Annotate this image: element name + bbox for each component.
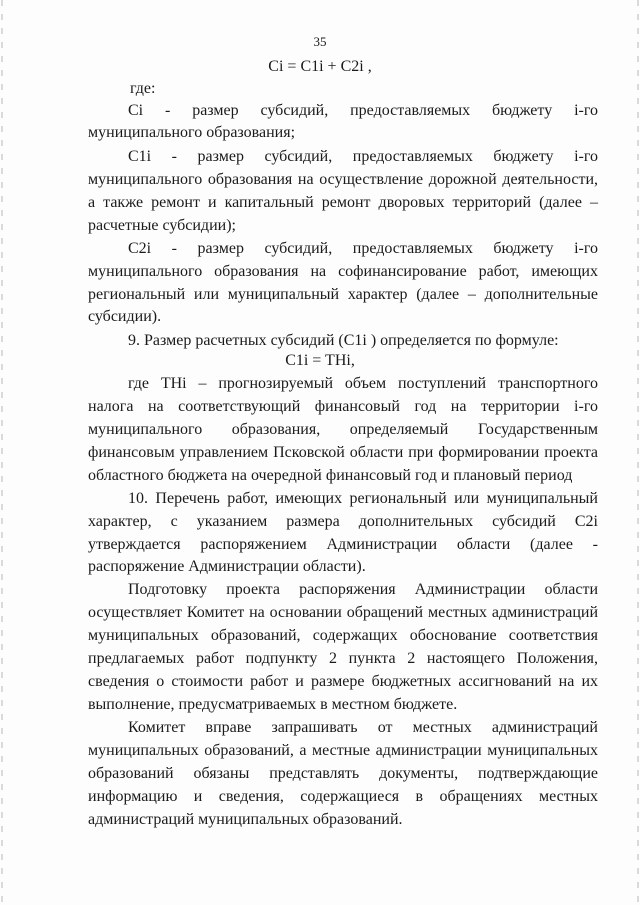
text-line: утверждается распоряжением Администрации области (далее - <box>88 536 598 553</box>
text-line: финансовым управлением Псковской области при формировании проекта <box>88 444 598 461</box>
text-line: 10. Перечень работ, имеющих региональный или муниципальный <box>128 490 598 507</box>
text-line: Ci - размер субсидий, предоставляемых бюджету i-го <box>128 102 598 119</box>
text-line: муниципального образования, определяемый Государственным <box>88 421 598 438</box>
text-line: C2i - размер субсидий, предоставляемых бюджету i-го <box>128 240 598 257</box>
text-line: предлагаемых работ подпункту 2 пункта 2 настоящего Положения, <box>88 650 598 667</box>
formula-c1: C1i = THi, <box>285 352 355 369</box>
text-line: выполнение, предусматриваемых в местном бюджете. <box>88 696 458 713</box>
text-line: информацию и сведения, содержащиеся в обращениях местных <box>88 788 598 805</box>
text-line: Подготовку проекта распоряжения Администрации области <box>128 581 598 598</box>
scan-edge-left <box>1 0 3 905</box>
scan-edge-right <box>637 0 639 905</box>
text-line: а также ремонт и капитальный ремонт дворовых территорий (далее – <box>88 194 598 211</box>
text-line: муниципальных образований, содержащих обоснование соответствия <box>88 627 598 644</box>
text-line: областного бюджета на очередной финансовый год и плановый период <box>88 467 573 484</box>
text-line: муниципальных образований, а местные администрации муниципальных <box>88 742 598 759</box>
text-line: 9. Размер расчетных субсидий (C1i ) определяется по формуле: <box>128 332 559 349</box>
formula-main: Ci = C1i + C2i , <box>268 58 372 75</box>
text-line: муниципального образования; <box>88 124 296 141</box>
text-line: региональный или муниципальный характер (далее – дополнительные <box>88 286 598 303</box>
page-number: 35 <box>313 34 327 49</box>
text-line: сведения о стоимости работ и размере бюджетных ассигнований на их <box>88 673 598 690</box>
text-line: Комитет вправе запрашивать от местных администраций <box>128 719 598 736</box>
text-line: где: <box>130 80 156 97</box>
text-line: муниципального образования на софинансирование работ, имеющих <box>88 263 598 280</box>
text-line: где THi – прогнозируемый объем поступлений транспортного <box>128 375 598 392</box>
text-line: администраций муниципальных образований. <box>88 811 403 828</box>
text-line: распоряжение Администрации области). <box>88 558 366 575</box>
text-line: характер, с указанием размера дополнительных субсидий C2i <box>88 513 598 530</box>
text-line: осуществляет Комитет на основании обращений местных администраций <box>88 604 598 621</box>
text-line: муниципального образования на осуществление дорожной деятельности, <box>88 171 598 188</box>
text-line: образований обязаны представлять документы, подтверждающие <box>88 765 598 782</box>
text-line: расчетные субсидии); <box>88 217 236 234</box>
text-line: C1i - размер субсидий, предоставляемых бюджету i-го <box>128 148 598 165</box>
text-line: налога на соответствующий финансовый год на территории i-го <box>88 398 598 415</box>
text-line: субсидии). <box>88 308 162 325</box>
